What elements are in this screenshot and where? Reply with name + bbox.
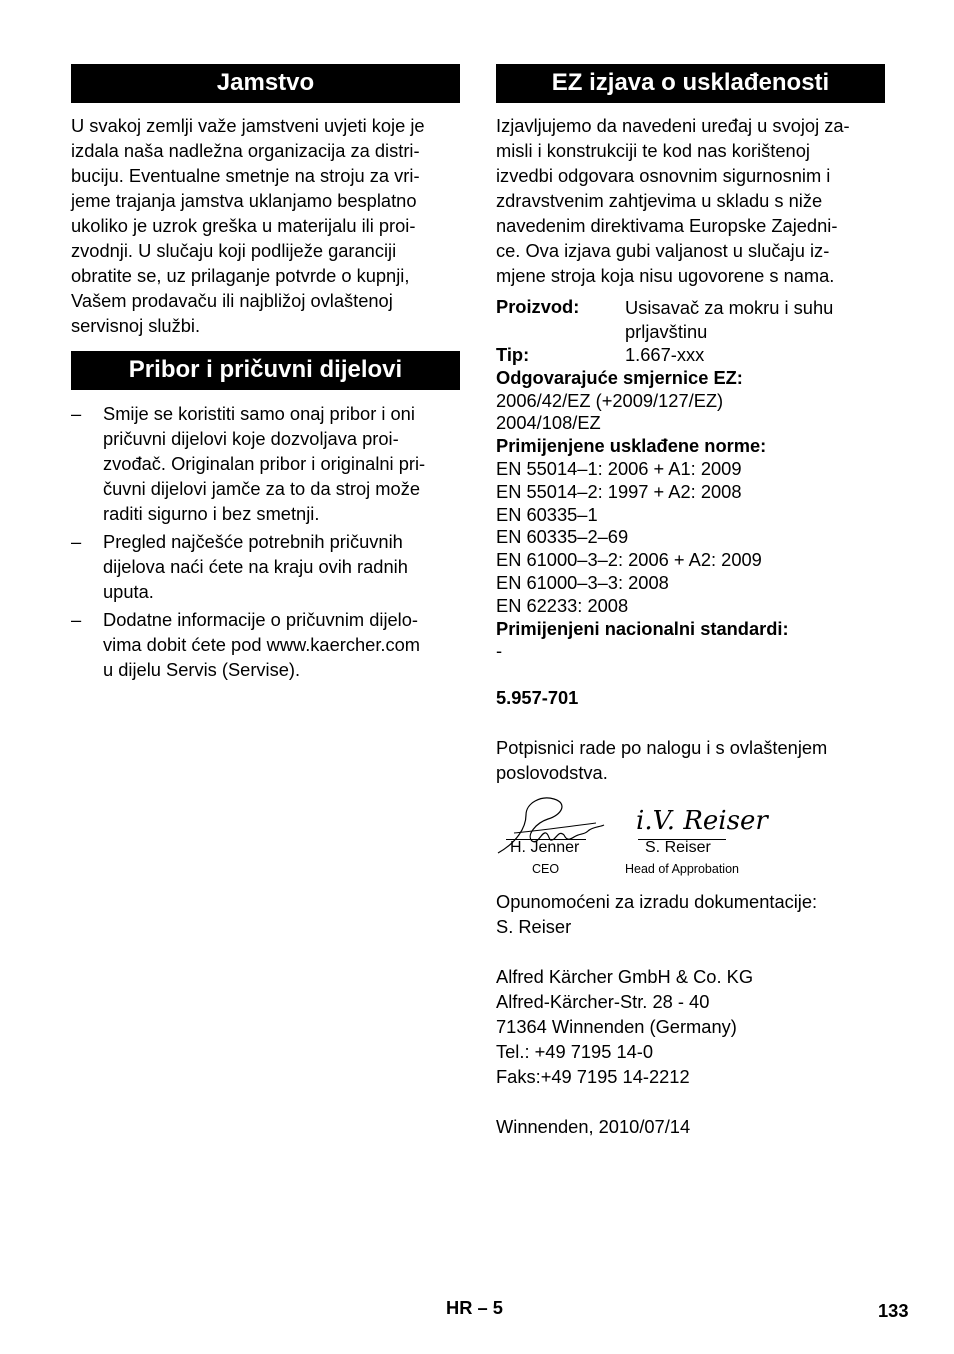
accessories-heading: Pribor i pričuvni dijelovi bbox=[71, 351, 460, 390]
text-line: zvodnji. U slučaju koji podliježe garanciji bbox=[71, 240, 397, 261]
norm-line: EN 55014–2: 1997 + A2: 2008 bbox=[496, 480, 742, 502]
signers-text bbox=[496, 735, 885, 785]
declaration-intro bbox=[496, 113, 885, 288]
product-label: Proizvod: bbox=[496, 296, 580, 317]
type-label: Tip: bbox=[496, 344, 530, 365]
text-line: Usisavač za mokru i suhu bbox=[625, 297, 834, 318]
text-line: Potpisnici rade po nalogu i s ovlaštenjem bbox=[496, 737, 828, 759]
text-line: jeme trajanja jamstva uklanjamo besplatno bbox=[71, 190, 417, 211]
norm-line: EN 60335–2–69 bbox=[496, 526, 629, 548]
list-item bbox=[71, 529, 460, 604]
text-line: obratite se, uz prilaganje potvrde o kupnji, bbox=[71, 265, 410, 286]
signer-role: CEO bbox=[532, 862, 560, 877]
product-value bbox=[625, 296, 885, 344]
dash-bullet: – bbox=[71, 403, 82, 424]
signer-name: S. Reiser bbox=[645, 839, 711, 857]
text-line: buciju. Eventualne smetnje na stroju za vri- bbox=[71, 165, 420, 186]
norm-line: EN 61000–3–2: 2006 + A2: 2009 bbox=[496, 549, 762, 571]
dash-bullet: – bbox=[71, 609, 82, 630]
text-line: servisnoj službi. bbox=[71, 315, 201, 336]
signer-name: H. Jenner bbox=[510, 839, 580, 857]
declaration-heading: EZ izjava o usklađenosti bbox=[496, 64, 885, 103]
right-column bbox=[496, 64, 885, 1139]
norms-heading: Primijenjene usklađene norme: bbox=[496, 435, 767, 457]
text-line: Smije se koristiti samo onaj pribor i oni bbox=[103, 403, 415, 424]
norm-line: EN 55014–1: 2006 + A1: 2009 bbox=[496, 457, 742, 479]
directives-heading: Odgovarajuće smjernice EZ: bbox=[496, 366, 743, 388]
left-column bbox=[71, 64, 460, 685]
place-date: Winnenden, 2010/07/14 bbox=[496, 1116, 691, 1138]
product-details bbox=[496, 296, 885, 663]
text-line: Faks:+49 7195 14-2212 bbox=[496, 1066, 690, 1088]
signature-block bbox=[496, 793, 885, 893]
text-line: pričuvni dijelovi koje dozvoljava proi- bbox=[103, 428, 399, 449]
norm-line: EN 62233: 2008 bbox=[496, 594, 629, 616]
signature-reiser-text: i.V. Reiser bbox=[636, 806, 768, 837]
accessories-list bbox=[71, 401, 460, 682]
text-line: misli i konstrukciji te kod nas korištenoj bbox=[496, 140, 810, 161]
national-standards-heading: Primijenjeni nacionalni standardi: bbox=[496, 617, 789, 639]
directive-line: 2004/108/EZ bbox=[496, 412, 601, 434]
text-line: zdravstvenim zahtjevima u skladu s niže bbox=[496, 190, 823, 211]
text-line: u dijelu Servis (Servise). bbox=[103, 659, 301, 680]
document-number: 5.957-701 bbox=[496, 687, 579, 709]
text-line: mjene stroja koja nisu ugovorene s nama. bbox=[496, 265, 835, 286]
text-line: Alfred Kärcher GmbH & Co. KG bbox=[496, 966, 754, 988]
text-line: čuvni dijelovi jamče za to da stroj može bbox=[103, 478, 421, 499]
text-line: raditi sigurno i bez smetnji. bbox=[103, 503, 320, 524]
warranty-text bbox=[71, 113, 460, 338]
norm-line: EN 60335–1 bbox=[496, 503, 598, 525]
directive-line: 2006/42/EZ (+2009/127/EZ) bbox=[496, 389, 724, 411]
text-line: Izjavljujemo da navedeni uređaj u svojoj za- bbox=[496, 115, 850, 136]
text-line: uputa. bbox=[103, 581, 154, 602]
list-item bbox=[71, 607, 460, 682]
text-line: ukoliko je uzrok greška u materijalu ili proi- bbox=[71, 215, 416, 236]
signer-role: Head of Approbation bbox=[625, 862, 739, 877]
type-row bbox=[496, 344, 885, 367]
signature-reiser bbox=[634, 797, 768, 839]
text-line: Opunomoćeni za izradu dokumentacije: bbox=[496, 891, 818, 913]
text-line: dijelova naći ćete na kraju ovih radnih bbox=[103, 556, 408, 577]
text-line: S. Reiser bbox=[496, 916, 572, 938]
text-line: U svakoj zemlji važe jamstveni uvjeti koje je bbox=[71, 115, 425, 136]
national-standards-value: - bbox=[496, 640, 503, 662]
text-line: izvedbi odgovara osnovnim sigurnosnim i bbox=[496, 165, 831, 186]
text-line: vima dobit ćete pod www.kaercher.com bbox=[103, 634, 421, 655]
text-line: Alfred-Kärcher-Str. 28 - 40 bbox=[496, 991, 710, 1013]
text-line: poslovodstva. bbox=[496, 762, 608, 784]
text-line: izdala naša nadležna organizacija za distri- bbox=[71, 140, 420, 161]
dash-bullet: – bbox=[71, 531, 82, 552]
type-value: 1.667-xxx bbox=[625, 344, 705, 365]
text-line: ce. Ova izjava gubi valjanost u slučaju iz- bbox=[496, 240, 830, 261]
text-line: Dodatne informacije o pričuvnim dijelo- bbox=[103, 609, 418, 630]
text-line: Pregled najčešće potrebnih pričuvnih bbox=[103, 531, 403, 552]
text-line: 71364 Winnenden (Germany) bbox=[496, 1016, 737, 1038]
section-footer: HR – 5 bbox=[446, 1297, 503, 1318]
page-number: 133 bbox=[878, 1300, 909, 1321]
text-line: prljavštinu bbox=[625, 321, 708, 342]
company-address bbox=[496, 964, 885, 1089]
warranty-heading: Jamstvo bbox=[71, 64, 460, 103]
product-row bbox=[496, 296, 885, 344]
text-line: Vašem prodavaču ili najbližoj ovlaštenoj bbox=[71, 290, 393, 311]
text-line: zvođač. Originalan pribor i originalni pri- bbox=[103, 453, 426, 474]
authorized-representative bbox=[496, 889, 885, 939]
norm-line: EN 61000–3–3: 2008 bbox=[496, 571, 669, 593]
text-line: navedenim direktivama Europske Zajedni- bbox=[496, 215, 838, 236]
list-item bbox=[71, 401, 460, 526]
text-line: Tel.: +49 7195 14-0 bbox=[496, 1041, 654, 1063]
